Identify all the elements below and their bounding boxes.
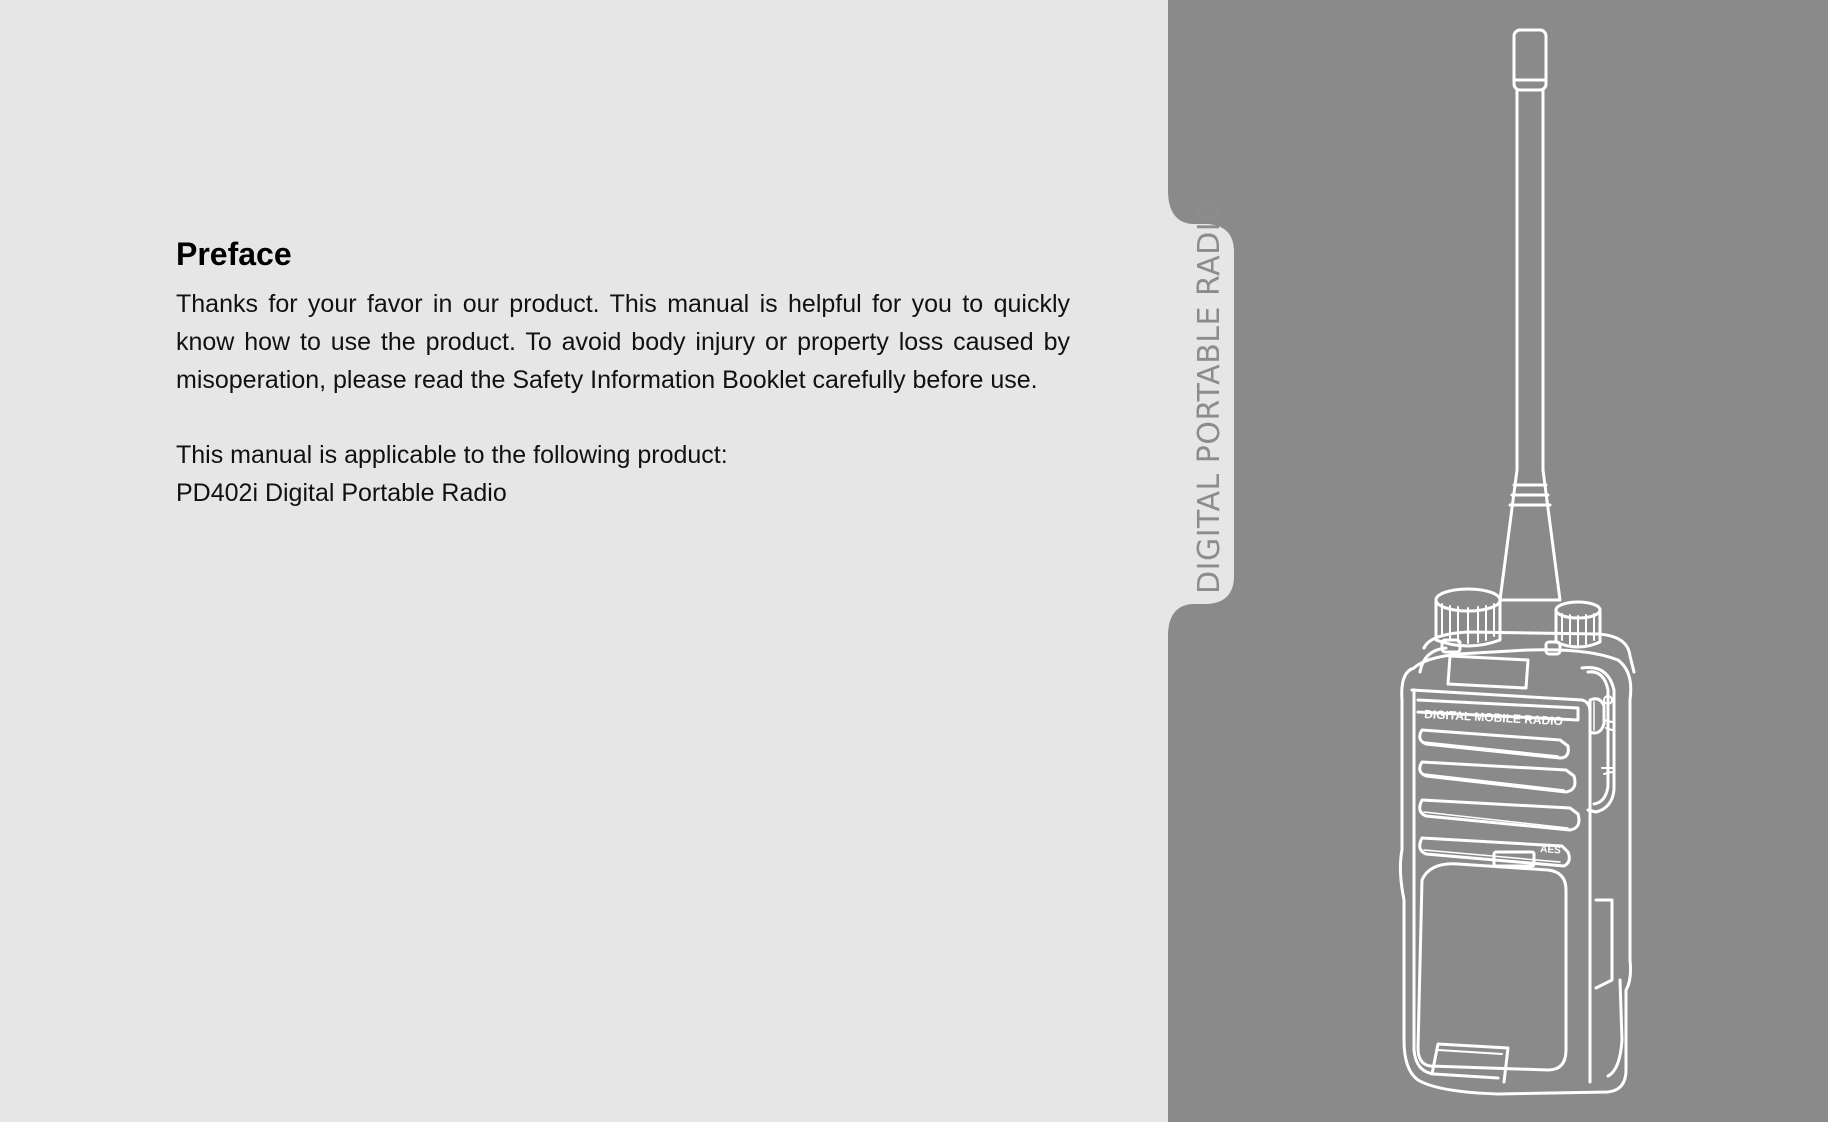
portable-radio-icon [1168, 0, 1828, 1122]
paragraph-spacer [176, 399, 1070, 436]
preface-paragraph: Thanks for your favor in our product. This manual is helpful for you to quickly know how to use the product. To avoid body injury or property loss caused by misoperation, please read the Safety Information Booklet carefully before use. [176, 290, 1070, 394]
side-tab-label: DIGITAL PORTABLE RADIO [1192, 197, 1227, 594]
front-label: DIGITAL MOBILE RADIO [1423, 707, 1564, 729]
front-badge: AES [1539, 844, 1562, 857]
preface-section [176, 236, 1070, 512]
preface-heading: Preface [176, 236, 292, 272]
product-line: PD402i Digital Portable Radio [176, 479, 507, 507]
illustration-panel [1168, 0, 1828, 1122]
applicable-line: This manual is applicable to the following product: [176, 441, 728, 469]
